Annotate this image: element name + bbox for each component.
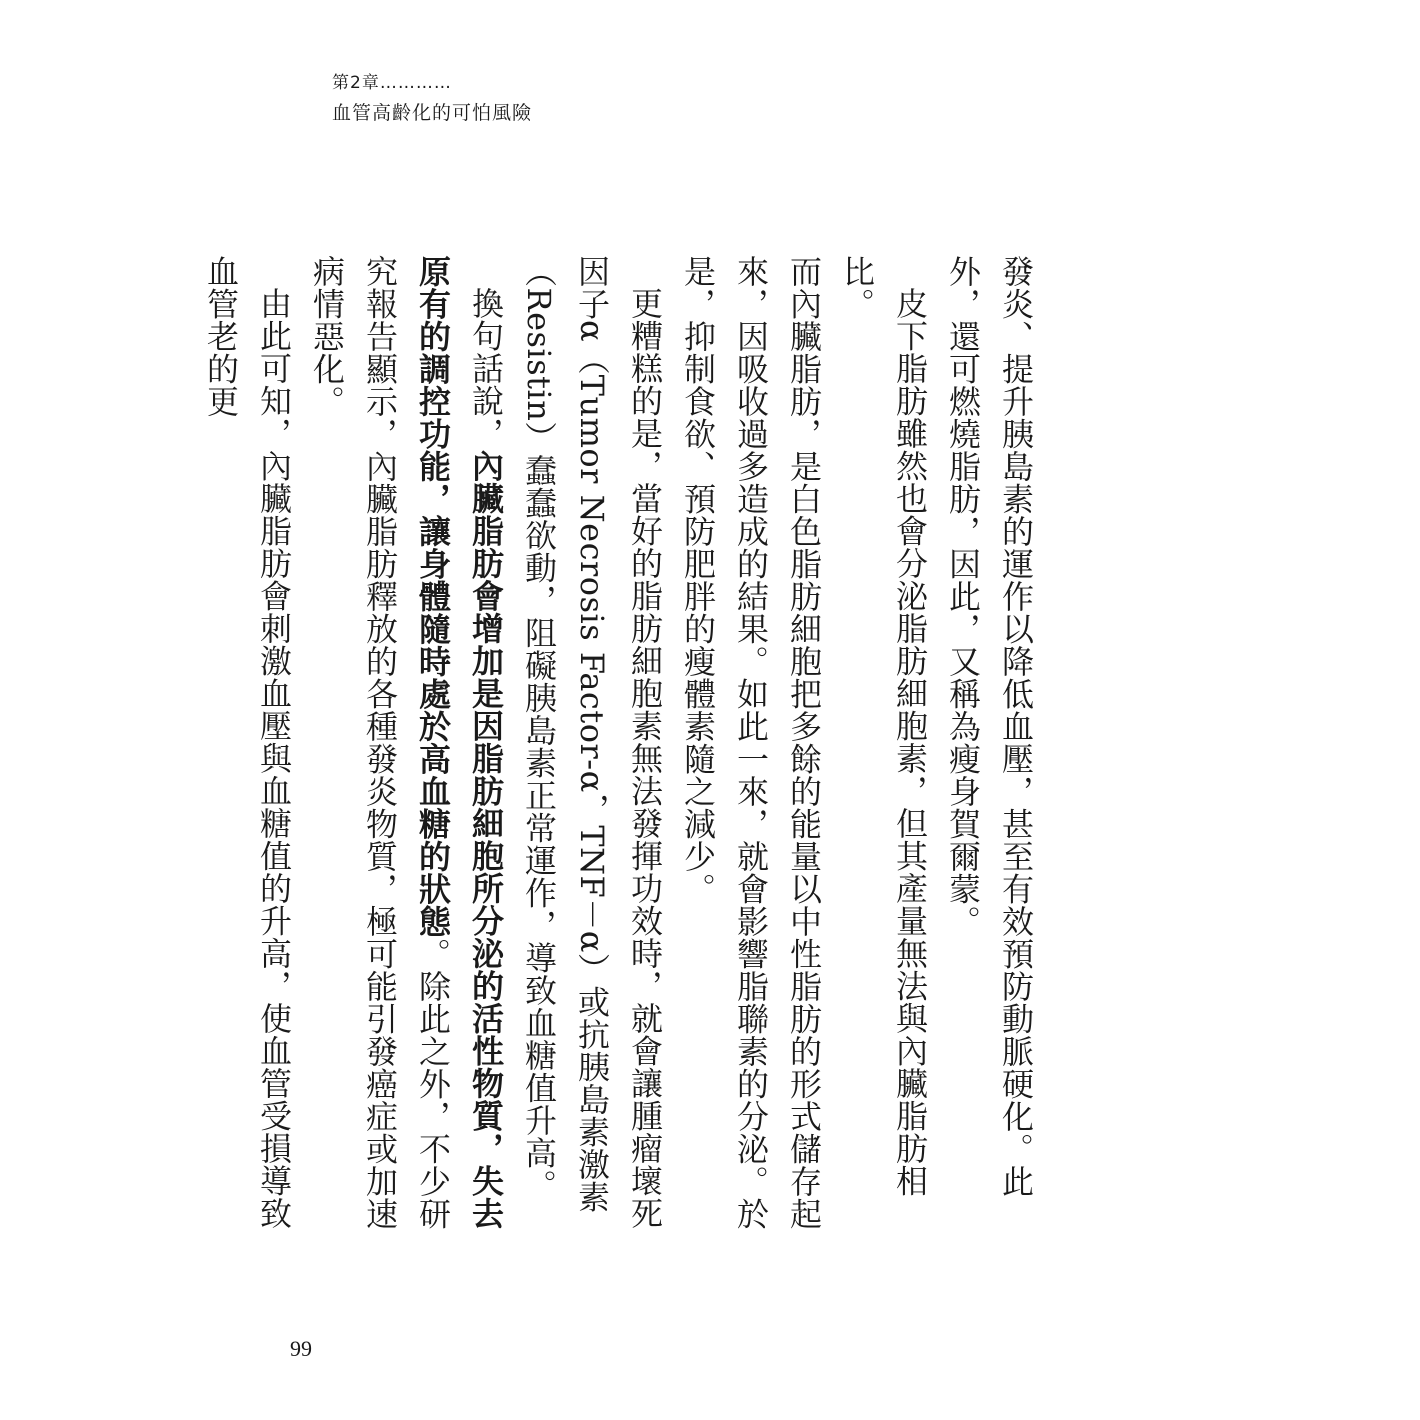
paragraph-text: 由此可知，內臟脂肪會刺激血壓與血糖值的升高，使血管受損導致血管老的更: [202, 255, 293, 1230]
paragraph-text: 皮下脂肪雖然也會分泌脂肪細胞素，但其產量無法與內臟脂肪相比。: [838, 255, 929, 1197]
paragraph-text: 而內臟脂肪，是白色脂肪細胞把多餘的能量以中性脂肪的形式儲存起來，因吸收過多造成的結果。如此一來，就會影響脂聯素的分泌。於是，抑制食欲、預防肥胖的瘦體素隨之減少。: [679, 255, 823, 1230]
paragraph-6: [194, 255, 300, 1255]
paragraph-text: 發炎、提升胰島素的運作以降低血壓，甚至有效預防動脈硬化。此外，還可燃燒脂肪，因此，又稱為瘦身賀爾蒙。: [944, 255, 1035, 1198]
paragraph-text: 。除此之外，不少研究報告顯示，內臟脂肪釋放的各種發炎物質，極可能引發癌症或加速病情惡化。: [308, 255, 452, 1230]
chapter-title: 血管高齡化的可怕風險: [332, 102, 533, 124]
paragraph-2: [830, 255, 936, 1255]
chapter-label: 第2章…………: [332, 73, 452, 93]
emphasized-text: 內臟脂肪會增加是因脂肪細胞所分泌的活性物質，失去原有的調控功能，讓身體隨時處於高血糖的狀態: [414, 255, 505, 1230]
paragraph-5: [300, 255, 512, 1255]
running-head: [332, 72, 532, 126]
body-text: [202, 255, 1042, 1255]
paragraph-text: 更糟糕的是，當好的脂肪細胞素無法發揮功效時，就會讓腫瘤壞死因子α（Tumor Necrosis Factor-α，TNF－α）或抗胰島素激素（Resistin）蠢蠢欲動，阻礙胰島素正常運作，導致血糖值升高。: [520, 255, 664, 1230]
paragraph-1: [936, 255, 1042, 1255]
page-number: 99: [290, 1336, 312, 1361]
paragraph-text: 換句話說，: [467, 287, 505, 450]
paragraph-3: [671, 255, 830, 1255]
paragraph-4: [512, 255, 671, 1255]
